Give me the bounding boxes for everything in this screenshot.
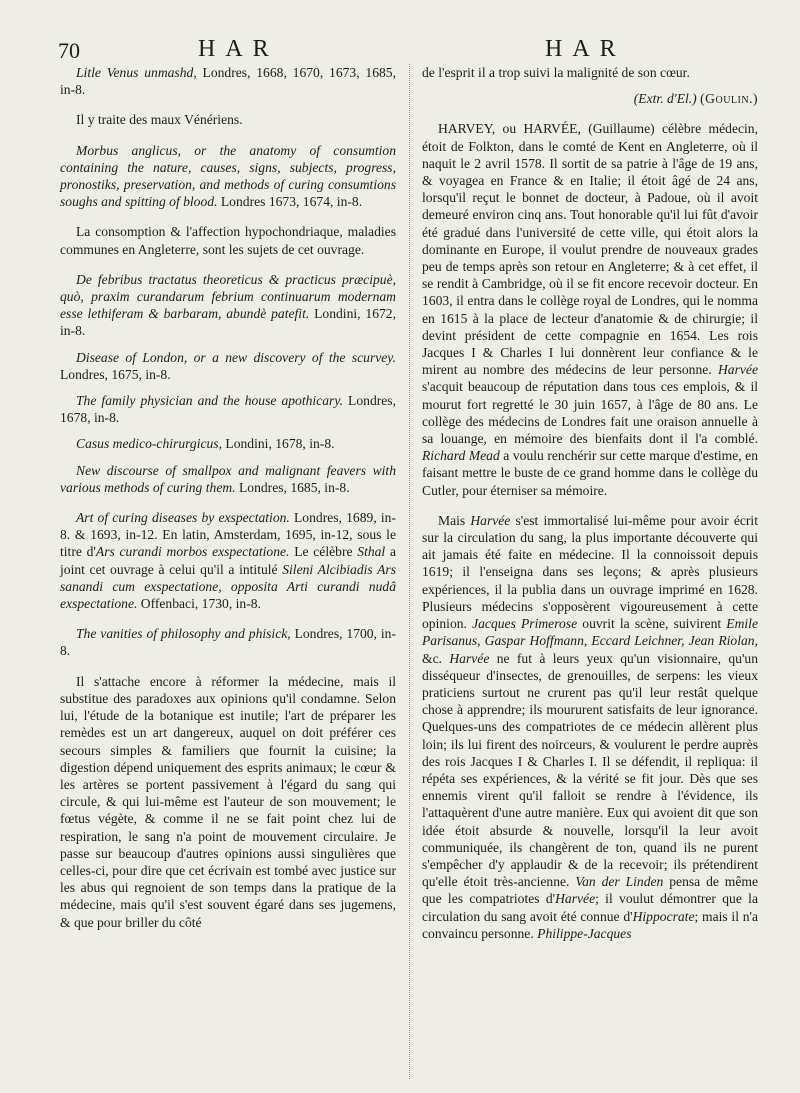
harvey-biography: HARVEY, ou HARVÉE, (Guillaume) célèbre médecin, étoit de Folkton, dans le comté de Kent en Angleterre, où il naquit le 2 avril 1578. Il sortit de sa patrie à l'âge de 19 ans, & voyagea en France & en Italie; il étoit âgé de 24 ans, lorsqu'il reçut le bonnet de docteur, à Padoue, où il avoit demeuré environ cinq ans. Tout honorable qu'il lui fût d'avoir été gradué dans l'université de cette ville, qui étoit alors la dominante en Europe, il voulut prendre de nouveaux grades peu de temps après son retour en Angleterre; & à cet effet, il se rendit à Cambridge, où il se fit encore recevoir docteur. En 1603, il entra dans le collège royal de Londres, qui le nomma en 1615 à la place de lecteur d'anatomie & de chirurgie; il devint président de cette compagnie en 1654. Les rois Jacques I & Charles I lui donnèrent leur confiance & le mirent au nombre des médecins de leur personne. Harvée s'acquit beaucoup de réputation dans tous ces emplois, & il mourut fort regretté le 30 juin 1657, à l'âge de 80 ans. Le collège des médecins de Londres fait une oraison annuelle à sa louange, en mémoire des bienfaits dont il l'a comblé. Richard Mead a voulu renchérir sur cette marque d'estime, en faisant mettre le buste de ce grand homme dans le collège du Cutler, pour éterniser sa mémoire.: [422, 121, 758, 498]
entry-new-discourse: New discourse of smallpox and malignant feavers with various methods of curing them. Londres, 1685, in-8.: [60, 462, 396, 495]
running-head-left: HAR: [198, 36, 279, 62]
page-number: 70: [58, 38, 80, 63]
entry-art-of-curing: Art of curing diseases by exspectation. Londres, 1689, in-8. & 1693, in-12. En latin, Amsterdam, 1695, in-12, sous le titre d'Ars curandi morbos exspectatione. Le célèbre Sthal a joint cet ouvrage à celui qu'il a intitulé Sileni Alcibiadis Ars sanandi cum exspectatione, opposita Arti curandi nudâ exspectatione. Offenbaci, 1730, in-8.: [60, 510, 396, 612]
note-venereal: Il y traite des maux Vénériens.: [76, 112, 243, 128]
source-attribution: (Extr. d'El.) (Goulin.): [633, 91, 758, 107]
entry-litle-venus: Litle Venus unmashd, Londres, 1668, 1670, 1673, 1685, in-8.: [60, 65, 396, 98]
running-head-right: HAR: [545, 36, 626, 62]
entry-family-physician: The family physician and the house apothicary. Londres, 1678, in-8.: [60, 393, 396, 426]
commentary-paragraph: Il s'attache encore à réformer la médecine, mais il substitue des paradoxes aux opinions qu'il condamne. Selon lui, l'étude de la botanique est inutile; l'art de préparer les remèdes est un art dangereux, auquel on doit préférer ces secours simples & familiers que fournit la cuisine; la digestion dépend uniquement des esprits animaux; le cœur & les artères se portent passivement à l'égard du sang qui circule, & qui lui-même est l'auteur de son mouvement; le fœtus végète, & comme il ne se fait point chez lui de respiration, le sang n'a point de mouvement circulaire. Je passe sur beaucoup d'autres opinions aussi singulières que celles-ci, pour dire que cet écrivain est tombé avec justice sur les abus qui regnoient de son temps dans la pratique de la médecine, mais qu'il s'est souvent égaré dans ses jugemens, & que pour briller du côté: [60, 673, 396, 930]
entry-de-febribus: De febribus tractatus theoreticus & practicus præcipuè, quò, praxim curandarum febrium continuarum modernam esse lethiferam & barbaram, abundè patefit. Londini, 1672, in-8.: [60, 271, 396, 339]
entry-morbus-anglicus: Morbus anglicus, or the anatomy of consumtion containing the nature, causes, signs, subjects, progress, pronostiks, preservation, and methods of curing consumtions soughs and spitting of blood. Londres 1673, 1674, in-8.: [60, 142, 396, 210]
right-column: [422, 64, 758, 942]
harvey-circulation: Mais Harvée s'est immortalisé lui-même pour avoir écrit sur la circulation du sang, la plus importante découverte qui ait jamais été faite en médecine. Il la connoissoit depuis 1619; il l'enseigna dans ses leçons; & après plusieurs expériences, il la publia dans un ouvrage imprimé en 1628. Plusieurs médecins s'opposèrent vigoureusement à cette opinion. Jacques Primerose ouvrit la scène, suivirent Emile Parisanus, Gaspar Hoffmann, Eccard Leichner, Jean Riolan, &c. Harvée ne fut à leurs yeux qu'un visionnaire, qu'un disséqueur d'insectes, de grenouilles, de serpens: les vieux praticiens surtout ne crurent pas qu'il leur restât quelque chose à apprendre; ils moururent satisfaits de leur ignorance. Quelques-uns des compatriotes de ce médecin allèrent plus loin; ils lui firent des noirceurs, & voulurent le perdre auprès des rois Jacques I & Charles I. Il se défendit, il repliqua: il répéta ses expériences, & la vérité se fit jour. Dès que ses ennemis virent qu'il falloit se rendre à l'évidence, ils l'attaquèrent d'une autre manière. Eux qui avoient dit que son idée étoit absurde & nouvelle, lorsqu'il la leur avoit communiquée, ils changèrent de ton, quand ils ne purent s'empêcher d'y applaudir & de la recevoir; ils prétendirent qu'elle étoit très-ancienne. Van der Linden pensa de même que les compatriotes d'Harvée; il voulut démontrer que la circulation du sang avoit été connue d'Hippocrate; mais il n'a convaincu personne. Philippe-Jacques: [422, 512, 759, 941]
continuation-line: de l'esprit il a trop suivi la malignité de son cœur.: [422, 65, 690, 80]
entry-casus-medico: Casus medico-chirurgicus, Londini, 1678, in-8.: [76, 436, 335, 452]
column-divider: [409, 64, 410, 1079]
entry-disease-of-london: Disease of London, or a new discovery of the scurvey. Londres, 1675, in-8.: [60, 349, 396, 382]
note-consomption: La consomption & l'affection hypochondriaque, maladies communes en Angleterre, sont les sujets de cet ouvrage.: [60, 224, 396, 257]
left-column: [60, 64, 396, 931]
entry-vanities: The vanities of philosophy and phisick, Londres, 1700, in-8.: [60, 626, 396, 659]
